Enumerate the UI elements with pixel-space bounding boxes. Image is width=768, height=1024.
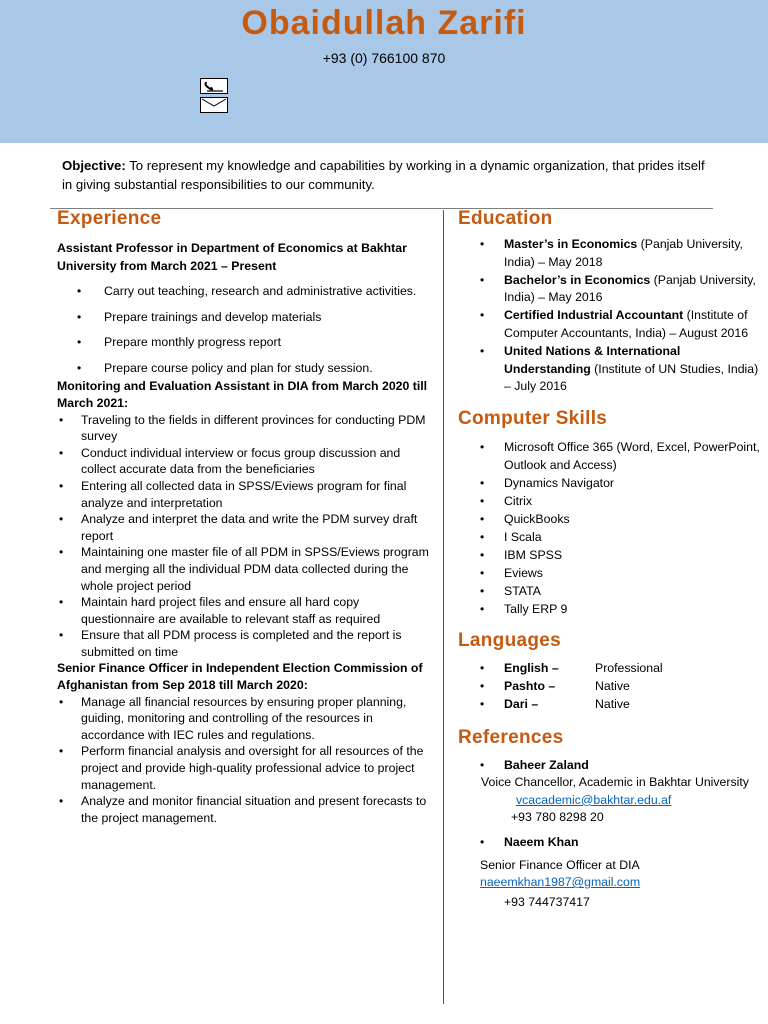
job-title: Senior Finance Officer in Independent Election Commission of Afghanistan from Sep 2018 till March 2020: [57,661,423,693]
list-item: • Tally ERP 9 [480,602,568,617]
side-column [458,206,768,911]
list-item: • Perform financial analysis and oversight for all resources of the project and provide high-quality professional advice to project management. [59,744,424,792]
experience-title: Experience [57,208,162,229]
languages-title: Languages [458,630,561,652]
languages-list [458,659,768,713]
job-duties-list [57,283,429,376]
objective-text: To represent my knowledge and capabilities by working in a dynamic organization, that prides itself in giving substantial responsibilities to our community. [62,158,705,192]
computer-skills-title: Computer Skills [458,408,608,430]
list-item: • Analyze and interpret the data and write the PDM survey draft report [59,512,418,543]
list-item: • Baheer Zaland [480,758,589,773]
list-item: • Ensure that all PDM process is completed and the report is submitted on time [59,628,402,659]
envelope-icon [200,97,228,113]
education-list [458,236,768,396]
candidate-name: Obaidullah Zarifi [241,4,527,42]
job-duties-list [57,694,429,827]
list-item: • Traveling to the fields in different provinces for conducting PDM survey [59,412,426,444]
computer-skills-list [458,438,768,618]
list-item: • Maintaining one master file of all PDM in SPSS/Eviews program and merging all the individual PDM data collected during the whole project period [59,545,429,593]
list-item: • Analyze and monitor financial situation and present forecasts to the project management. [59,794,427,825]
list-item: • Prepare trainings and develop materials [77,309,322,324]
reference-entry [458,756,768,827]
header-band [0,0,768,143]
list-item: • Citrix [480,494,533,509]
reference-email-link[interactable]: vcacademic@bakhtar.edu.af [516,792,672,807]
list-item: • Entering all collected data in SPSS/Eviews program for final analyze and interpretation [59,478,407,510]
list-item: • I Scala [480,530,542,545]
experience-column [57,206,429,826]
reference-name: Naeem Khan [504,834,579,849]
list-item: • IBM SPSS [480,548,563,563]
phone-number: +93 (0) 766100 870 [322,50,446,66]
list-item: • Naeem Khan [480,834,579,849]
list-item: • Certified Industrial Accountant (Institute of Computer Accountants, India) – August 2016 [480,308,749,340]
reference-email-link[interactable]: naeemkhan1987@gmail.com [480,875,641,890]
list-item: • Carry out teaching, research and administrative activities. [77,284,417,298]
list-item: • Eviews [480,566,543,581]
reference-name: Baheer Zaland [504,758,589,773]
reference-phone: +93 744737417 [504,894,590,909]
references-title: References [458,727,564,749]
list-item: • Microsoft Office 365 (Word, Excel, PowerPoint, Outlook and Access) [480,440,760,473]
column-divider [443,210,444,1004]
education-title: Education [458,208,553,229]
phone-icon [200,78,228,94]
list-item: • Conduct individual interview or focus group discussion and collect accurate data from the beneficiaries [59,445,401,477]
reference-position: Voice Chancellor, Academic in Bakhtar University [481,775,749,790]
list-item: • Maintain hard project files and ensure all hard copy questionnaire are available to relevant staff as required [59,595,381,626]
list-item: • Pashto – Native [480,679,630,694]
list-item: • Master’s in Economics (Panjab University, India) – May 2018 [480,237,743,269]
reference-phone: +93 780 8298 20 [511,810,604,825]
list-item: • Prepare course policy and plan for study session. [77,360,373,375]
job-title: Assistant Professor in Department of Economics at Bakhtar University from March 2021 – Present [57,241,407,273]
reference-entry [458,833,768,912]
list-item: • Dari – Native [480,697,630,712]
list-item: • Manage all financial resources by ensuring proper planning, guiding, monitoring and controlling of the resources in accordance with IEC rules and regulations. [59,694,407,742]
job-title: Monitoring and Evaluation Assistant in DIA from March 2020 till March 2021: [57,379,428,410]
reference-position: Senior Finance Officer at DIA [480,857,640,872]
objective-label: Objective: [62,158,126,173]
list-item: • Dynamics Navigator [480,476,615,491]
job-duties-list [57,412,429,661]
list-item: • United Nations & International Understanding (Institute of UN Studies, India) – July 2016 [480,343,759,394]
list-item: • Bachelor’s in Economics (Panjab University, India) – May 2016 [480,272,756,305]
list-item: • English – Professional [480,661,663,676]
list-item: • Prepare monthly progress report [77,335,282,350]
list-item: • QuickBooks [480,512,570,527]
objective-section [62,156,712,194]
list-item: • STATA [480,584,541,599]
